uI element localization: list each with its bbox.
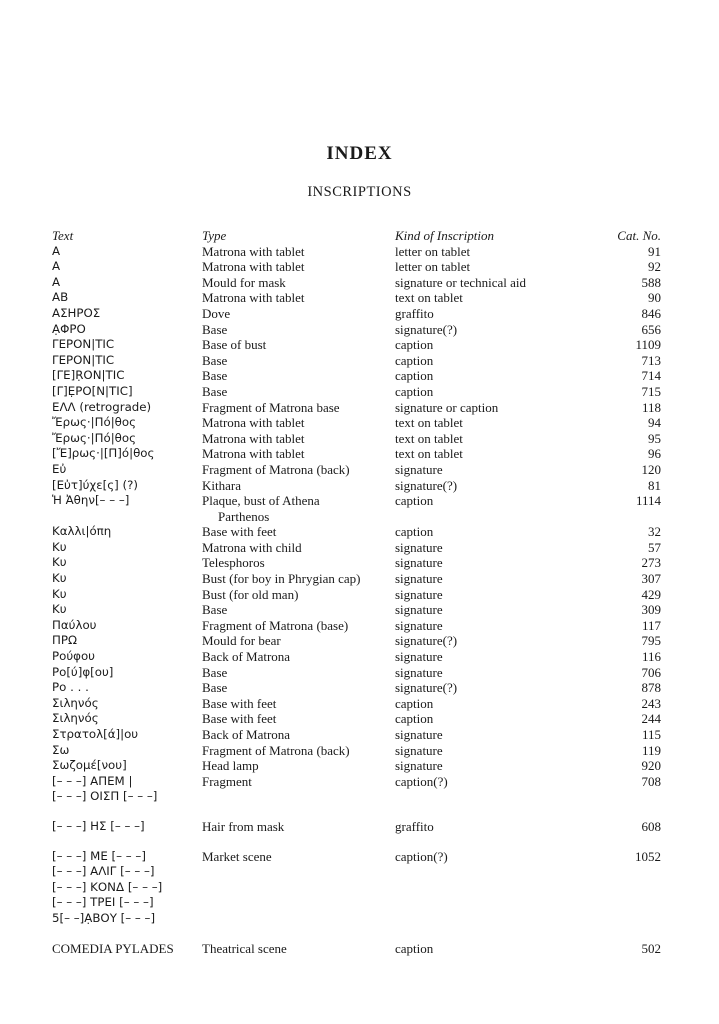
- table-row: [0, 774, 719, 805]
- catalogue-number: 708: [641, 773, 661, 789]
- inscription-line: ΑΣΗΡΟΣ: [52, 305, 101, 320]
- type-line: Base of bust: [202, 337, 267, 353]
- page-title: INDEX: [326, 143, 393, 164]
- table-row: [0, 941, 719, 957]
- inscription-text: [52, 337, 202, 353]
- object-type: [202, 306, 395, 322]
- table-row: [0, 524, 719, 540]
- catalogue-number: 92: [648, 259, 661, 275]
- inscription-line: Κυ: [52, 586, 67, 601]
- catalogue-number: 57: [648, 539, 661, 555]
- object-type: [202, 524, 395, 540]
- table-row: [0, 680, 719, 696]
- inscription-line: ΓΕΡΟΝ|ΤΙC: [52, 337, 115, 352]
- row-spacer: [0, 927, 719, 941]
- type-line: Base with feet: [202, 711, 277, 727]
- object-type: [202, 322, 395, 338]
- object-type: [202, 602, 395, 618]
- catalogue-number: 273: [641, 555, 661, 571]
- catalogue-number: 920: [641, 758, 661, 774]
- inscription-text: [52, 322, 202, 338]
- object-type: [202, 462, 395, 478]
- catalogue-number: 656: [641, 321, 661, 337]
- type-line: Back of Matrona: [202, 649, 291, 665]
- object-type: [202, 368, 395, 384]
- inscription-line: Ἔρως·|Πό|θος: [52, 415, 137, 430]
- type-line: Back of Matrona: [202, 727, 291, 742]
- object-type: [202, 290, 395, 306]
- inscription-text: [52, 384, 202, 400]
- inscription-text: [52, 680, 202, 696]
- inscription-text: [52, 353, 202, 369]
- table-row: [0, 462, 719, 478]
- inscription-text: [52, 727, 202, 743]
- inscription-line: Σωζομέ[νου]: [52, 758, 127, 773]
- inscription-line: Ρο[ύ]φ[ου]: [52, 664, 114, 679]
- inscription-line: Καλλι|όπη: [52, 524, 112, 539]
- catalogue-number: 116: [641, 649, 661, 665]
- inscription-line: Σιληνός: [52, 695, 99, 710]
- inscription-text: [52, 774, 202, 805]
- catalogue-number: 878: [641, 680, 661, 696]
- object-type: [202, 665, 395, 681]
- catalogue-number: 706: [641, 664, 661, 680]
- table-row: [0, 306, 719, 322]
- catalogue-number: 119: [641, 742, 661, 758]
- inscription-line: Σιληνός: [52, 711, 99, 726]
- type-line: Market scene: [202, 848, 272, 864]
- catalogue-number: 94: [648, 415, 661, 431]
- inscription-kind: signature: [395, 539, 443, 555]
- section-title: INSCRIPTIONS: [307, 184, 412, 200]
- object-type: [202, 774, 395, 805]
- type-line: Mould for bear: [202, 633, 281, 649]
- object-type: [202, 633, 395, 649]
- table-row: [0, 368, 719, 384]
- table-row: [0, 290, 719, 306]
- inscription-kind: caption: [395, 524, 434, 540]
- catalogue-number: 90: [648, 290, 661, 306]
- object-type: [202, 571, 395, 587]
- inscription-line: Α: [52, 274, 61, 289]
- object-type: [202, 493, 395, 524]
- table-row: [0, 400, 719, 416]
- table-row: [0, 819, 719, 835]
- header-type: Type: [202, 228, 227, 243]
- table-row: [0, 244, 719, 260]
- inscription-kind: graffito: [395, 305, 434, 321]
- object-type: [202, 680, 395, 696]
- inscription-text: [52, 446, 202, 462]
- object-type: [202, 275, 395, 291]
- type-line: Fragment of Matrona base: [202, 399, 340, 415]
- inscription-line: Κυ: [52, 602, 67, 617]
- inscription-kind: signature(?): [395, 633, 458, 649]
- object-type: [202, 587, 395, 603]
- inscription-kind: caption: [395, 368, 434, 384]
- catalogue-number: 91: [648, 243, 661, 259]
- inscriptions-table: [0, 228, 719, 956]
- table-row: [0, 322, 719, 338]
- object-type: [202, 819, 395, 835]
- catalogue-number: 32: [648, 524, 661, 540]
- object-type: [202, 431, 395, 447]
- object-type: [202, 743, 395, 759]
- inscription-text: [52, 431, 202, 447]
- inscription-line: [– – –] ΗΣ [– – –]: [52, 818, 145, 833]
- inscription-kind: signature: [395, 571, 443, 587]
- object-type: [202, 259, 395, 275]
- type-line: Matrona with tablet: [202, 259, 305, 275]
- type-line: Base: [202, 352, 228, 368]
- inscription-line: Ρούφου: [52, 649, 95, 664]
- inscription-kind: text on tablet: [395, 430, 463, 446]
- inscription-text: [52, 524, 202, 540]
- inscription-line: Κυ: [52, 539, 67, 554]
- inscription-text: [52, 819, 202, 835]
- type-line: Base: [202, 680, 228, 696]
- inscription-line: ΕΛΛ (retrograde): [52, 399, 152, 414]
- object-type: [202, 384, 395, 400]
- inscription-kind: caption: [395, 383, 434, 399]
- catalogue-number: 117: [641, 617, 661, 633]
- inscription-text: [52, 711, 202, 727]
- catalogue-number: 81: [648, 477, 661, 493]
- inscription-line: Ἡ Ἀθην[– – –]: [52, 493, 130, 508]
- catalogue-number: 244: [641, 711, 661, 727]
- catalogue-number: 1109: [635, 337, 661, 353]
- inscription-kind: signature: [395, 727, 443, 742]
- inscription-line: [– – –] ΑΛΙΓ [– – –]: [52, 864, 155, 879]
- inscription-text: [52, 696, 202, 712]
- inscription-line: 5[– –]ẠΒΟΥ [– – –]: [52, 910, 156, 925]
- type-line: Parthenos: [218, 508, 270, 524]
- object-type: [202, 711, 395, 727]
- inscription-line: Εὐ: [52, 461, 67, 476]
- catalogue-number: 715: [641, 383, 661, 399]
- type-line: Bust (for old man): [202, 586, 299, 602]
- inscription-kind: signature: [395, 742, 443, 758]
- inscription-line: Σω: [52, 742, 70, 757]
- object-type: [202, 618, 395, 634]
- inscription-kind: signature or caption: [395, 399, 499, 415]
- inscription-line: [ΓΕ]ṚΟΝ|ΤΙC: [52, 368, 125, 383]
- table-body: [0, 244, 719, 957]
- inscription-line: Α: [52, 243, 61, 258]
- inscription-kind: signature: [395, 649, 443, 665]
- table-row: [0, 711, 719, 727]
- type-line: Matrona with tablet: [202, 446, 305, 462]
- inscription-text: [52, 275, 202, 291]
- table-row: [0, 649, 719, 665]
- inscription-kind: signature: [395, 617, 443, 633]
- inscription-text: [52, 849, 202, 927]
- inscription-kind: text on tablet: [395, 446, 463, 462]
- inscription-text: [52, 758, 202, 774]
- inscription-text: [52, 493, 202, 524]
- inscription-line: COMEDIA PYLADES: [52, 940, 174, 956]
- type-line: Base: [202, 368, 228, 384]
- catalogue-number: 243: [641, 695, 661, 711]
- table-row: [0, 849, 719, 927]
- table-row: [0, 665, 719, 681]
- inscription-line: Ρο . . .: [52, 680, 89, 695]
- type-line: Bust (for boy in Phrygian cap): [202, 571, 361, 587]
- inscription-text: [52, 478, 202, 494]
- inscription-line: Κυ: [52, 555, 67, 570]
- inscription-kind: text on tablet: [395, 415, 463, 431]
- catalogue-number: 429: [641, 586, 661, 602]
- header-kind: Kind of Inscription: [395, 228, 494, 243]
- table-header: [0, 228, 719, 244]
- header-cat-no: Cat. No.: [617, 228, 661, 243]
- catalogue-number: 502: [641, 940, 661, 956]
- table-row: [0, 493, 719, 524]
- inscription-text: [52, 290, 202, 306]
- catalogue-number: 588: [641, 274, 661, 290]
- inscription-line: ΓΕΡΟΝ|ΤΙC: [52, 352, 115, 367]
- table-row: [0, 353, 719, 369]
- object-type: [202, 478, 395, 494]
- catalogue-number: 120: [641, 461, 661, 477]
- table-row: [0, 384, 719, 400]
- inscription-kind: signature: [395, 586, 443, 602]
- object-type: [202, 353, 395, 369]
- type-line: Fragment of Matrona (back): [202, 742, 350, 758]
- inscription-text: [52, 259, 202, 275]
- inscription-text: [52, 244, 202, 260]
- type-line: Base: [202, 664, 228, 680]
- type-line: Dove: [202, 305, 231, 321]
- catalogue-number: 714: [641, 368, 661, 384]
- inscription-text: [52, 368, 202, 384]
- table-row: [0, 540, 719, 556]
- type-line: Theatrical scene: [202, 940, 287, 956]
- inscription-line: [Εὐτ]ύχε[ς] (?): [52, 477, 138, 492]
- inscription-kind: caption(?): [395, 848, 448, 864]
- inscription-text: [52, 618, 202, 634]
- object-type: [202, 727, 395, 743]
- inscription-kind: caption: [395, 940, 434, 956]
- table-row: [0, 446, 719, 462]
- object-type: [202, 244, 395, 260]
- inscription-kind: caption: [395, 337, 434, 353]
- type-line: Hair from mask: [202, 818, 285, 834]
- inscription-line: Ἔρως·|Πό|θος: [52, 430, 137, 445]
- inscription-text: [52, 941, 202, 957]
- table-row: [0, 602, 719, 618]
- inscription-text: [52, 602, 202, 618]
- table-row: [0, 696, 719, 712]
- inscription-text: [52, 665, 202, 681]
- type-line: Base with feet: [202, 695, 277, 711]
- object-type: [202, 446, 395, 462]
- inscription-text: [52, 555, 202, 571]
- row-spacer: [0, 805, 719, 819]
- catalogue-number: 309: [641, 602, 661, 618]
- table-row: [0, 618, 719, 634]
- type-line: Head lamp: [202, 758, 259, 774]
- object-type: [202, 337, 395, 353]
- table-row: [0, 758, 719, 774]
- catalogue-number: 118: [641, 399, 661, 415]
- object-type: [202, 540, 395, 556]
- inscription-kind: signature(?): [395, 321, 458, 337]
- inscription-text: [52, 649, 202, 665]
- object-type: [202, 400, 395, 416]
- catalogue-number: 1052: [635, 848, 661, 864]
- type-line: Matrona with child: [202, 539, 302, 555]
- inscription-line: Α: [52, 259, 61, 274]
- inscription-kind: text on tablet: [395, 290, 463, 306]
- table-row: [0, 478, 719, 494]
- type-line: Telesphoros: [202, 555, 265, 571]
- object-type: [202, 649, 395, 665]
- catalogue-number: 95: [648, 430, 661, 446]
- inscription-line: [Γ]ẸΡΟ[Ν|ΤΙC]: [52, 383, 133, 398]
- inscription-kind: letter on tablet: [395, 243, 471, 259]
- type-line: Mould for mask: [202, 274, 286, 290]
- inscription-line: Στρατολ[ά]|ου: [52, 727, 139, 741]
- inscription-kind: letter on tablet: [395, 259, 471, 275]
- inscription-kind: caption: [395, 493, 434, 509]
- table-row: [0, 571, 719, 587]
- inscription-kind: caption(?): [395, 773, 448, 789]
- inscription-kind: signature: [395, 602, 443, 618]
- table-row: [0, 727, 719, 743]
- inscription-kind: signature: [395, 664, 443, 680]
- type-line: Base: [202, 602, 228, 618]
- type-line: Base: [202, 383, 228, 399]
- table-row: [0, 259, 719, 275]
- type-line: Plaque, bust of Athena: [202, 493, 320, 509]
- type-line: Base: [202, 321, 228, 337]
- table-row: [0, 275, 719, 291]
- inscription-text: [52, 462, 202, 478]
- catalogue-number: 795: [641, 633, 661, 649]
- catalogue-number: 713: [641, 352, 661, 368]
- table-row: [0, 633, 719, 649]
- row-spacer: [0, 835, 719, 849]
- table-row: [0, 587, 719, 603]
- type-line: Matrona with tablet: [202, 243, 305, 259]
- table-row: [0, 337, 719, 353]
- inscription-text: [52, 571, 202, 587]
- inscription-text: [52, 306, 202, 322]
- type-line: Kithara: [202, 477, 241, 493]
- catalogue-number: 115: [641, 727, 661, 742]
- inscription-line: [– – –] ΟΙΣΠ [– – –]: [52, 789, 158, 804]
- header-text: Text: [52, 228, 74, 243]
- inscription-line: [Ἔ]ρως·|[Π]ό|θος: [52, 446, 155, 461]
- inscription-text: [52, 400, 202, 416]
- object-type: [202, 555, 395, 571]
- object-type: [202, 696, 395, 712]
- inscription-text: [52, 587, 202, 603]
- inscription-kind: signature(?): [395, 680, 458, 696]
- table-row: [0, 431, 719, 447]
- catalogue-number: 846: [641, 305, 661, 321]
- inscription-line: ẠΦΡΟ: [52, 321, 86, 336]
- inscription-line: [– – –] ΚΟΝΔ [– – –]: [52, 879, 163, 894]
- inscription-kind: signature or technical aid: [395, 274, 527, 290]
- type-line: Matrona with tablet: [202, 430, 305, 446]
- type-line: Matrona with tablet: [202, 290, 305, 306]
- inscription-line: [– – –] ΜΕ [– – –]: [52, 848, 146, 863]
- inscription-line: Κυ: [52, 571, 67, 586]
- type-line: Fragment: [202, 773, 252, 789]
- type-line: Fragment of Matrona (back): [202, 461, 350, 477]
- object-type: [202, 415, 395, 431]
- inscription-text: [52, 540, 202, 556]
- inscription-kind: caption: [395, 711, 434, 727]
- table-row: [0, 555, 719, 571]
- inscription-kind: signature(?): [395, 477, 458, 493]
- inscription-line: [– – –] ΑΠΕΜ |: [52, 773, 133, 788]
- object-type: [202, 849, 395, 927]
- catalogue-number: 96: [648, 446, 661, 462]
- table-row: [0, 415, 719, 431]
- object-type: [202, 941, 395, 957]
- type-line: Matrona with tablet: [202, 415, 305, 431]
- type-line: Fragment of Matrona (base): [202, 617, 349, 633]
- inscription-kind: graffito: [395, 818, 434, 834]
- table-row: [0, 743, 719, 759]
- inscription-line: ΠΡΩ: [52, 633, 77, 648]
- inscription-kind: signature: [395, 758, 443, 774]
- inscription-text: [52, 415, 202, 431]
- catalogue-number: 1114: [635, 493, 661, 509]
- object-type: [202, 758, 395, 774]
- inscription-line: Παύλου: [52, 617, 97, 632]
- type-line: Base with feet: [202, 524, 277, 540]
- inscription-text: [52, 633, 202, 649]
- inscription-line: [– – –] ΤΡΕΙ [– – –]: [52, 895, 154, 910]
- inscription-text: [52, 743, 202, 759]
- catalogue-number: 608: [641, 818, 661, 834]
- inscription-kind: signature: [395, 555, 443, 571]
- inscription-kind: caption: [395, 352, 434, 368]
- catalogue-number: 307: [641, 571, 661, 587]
- inscription-line: ΑΒ: [52, 290, 69, 305]
- inscription-kind: signature: [395, 461, 443, 477]
- inscription-kind: caption: [395, 695, 434, 711]
